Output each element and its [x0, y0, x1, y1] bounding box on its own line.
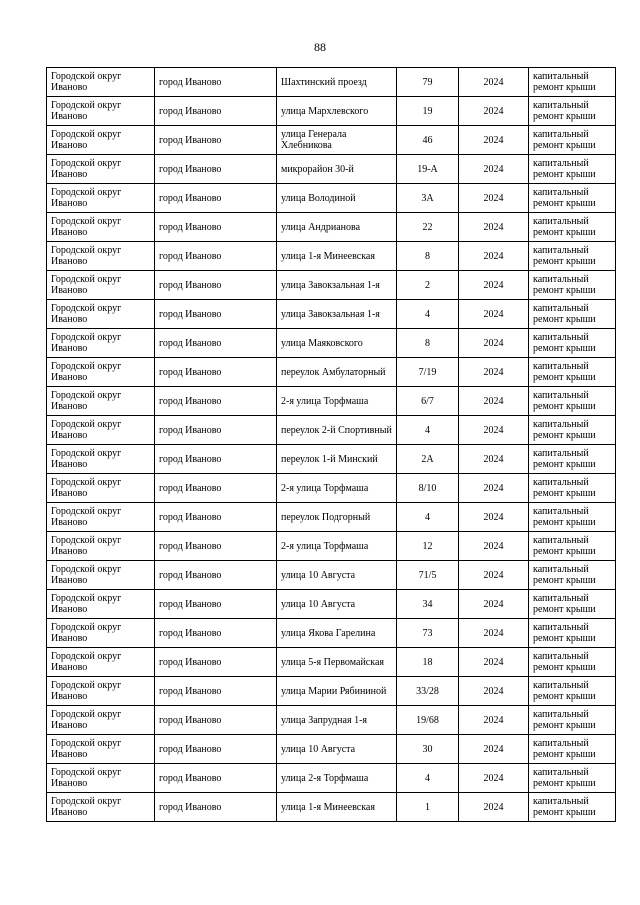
- district-cell: Городской округ Иваново: [47, 97, 155, 126]
- table-row: [47, 561, 616, 590]
- year-cell: 2024: [459, 329, 529, 358]
- table-row: [47, 155, 616, 184]
- year-cell: 2024: [459, 648, 529, 677]
- street-cell: улица Завокзальная 1-я: [277, 271, 397, 300]
- table-row: [47, 590, 616, 619]
- city-cell: город Иваново: [155, 184, 277, 213]
- street-cell: улица Запрудная 1-я: [277, 706, 397, 735]
- street-cell: улица 2-я Торфмаша: [277, 764, 397, 793]
- house-number-cell: 22: [397, 213, 459, 242]
- city-cell: город Иваново: [155, 242, 277, 271]
- district-cell: Городской округ Иваново: [47, 677, 155, 706]
- house-number-cell: 19-А: [397, 155, 459, 184]
- city-cell: город Иваново: [155, 213, 277, 242]
- year-cell: 2024: [459, 793, 529, 822]
- table-row: [47, 387, 616, 416]
- work-type-cell: капитальный ремонт крыши: [529, 184, 616, 213]
- house-number-cell: 34: [397, 590, 459, 619]
- street-cell: улица 1-я Минеевская: [277, 793, 397, 822]
- table-row: [47, 735, 616, 764]
- house-number-cell: 6/7: [397, 387, 459, 416]
- city-cell: город Иваново: [155, 445, 277, 474]
- table-row: [47, 503, 616, 532]
- city-cell: город Иваново: [155, 155, 277, 184]
- city-cell: город Иваново: [155, 764, 277, 793]
- table-row: [47, 416, 616, 445]
- house-number-cell: 71/5: [397, 561, 459, 590]
- house-number-cell: 4: [397, 503, 459, 532]
- work-type-cell: капитальный ремонт крыши: [529, 445, 616, 474]
- house-number-cell: 1: [397, 793, 459, 822]
- table-row: [47, 793, 616, 822]
- table-row: [47, 271, 616, 300]
- district-cell: Городской округ Иваново: [47, 416, 155, 445]
- table-row: [47, 764, 616, 793]
- city-cell: город Иваново: [155, 271, 277, 300]
- year-cell: 2024: [459, 445, 529, 474]
- work-type-cell: капитальный ремонт крыши: [529, 155, 616, 184]
- district-cell: Городской округ Иваново: [47, 126, 155, 155]
- district-cell: Городской округ Иваново: [47, 358, 155, 387]
- table-row: [47, 358, 616, 387]
- district-cell: Городской округ Иваново: [47, 706, 155, 735]
- house-number-cell: 30: [397, 735, 459, 764]
- street-cell: улица Мархлевского: [277, 97, 397, 126]
- work-type-cell: капитальный ремонт крыши: [529, 619, 616, 648]
- year-cell: 2024: [459, 271, 529, 300]
- street-cell: 2-я улица Торфмаша: [277, 532, 397, 561]
- district-cell: Городской округ Иваново: [47, 213, 155, 242]
- year-cell: 2024: [459, 300, 529, 329]
- table-row: [47, 677, 616, 706]
- house-number-cell: 8: [397, 242, 459, 271]
- street-cell: улица Марии Рябининой: [277, 677, 397, 706]
- year-cell: 2024: [459, 68, 529, 97]
- district-cell: Городской округ Иваново: [47, 329, 155, 358]
- house-number-cell: 46: [397, 126, 459, 155]
- year-cell: 2024: [459, 590, 529, 619]
- district-cell: Городской округ Иваново: [47, 648, 155, 677]
- district-cell: Городской округ Иваново: [47, 68, 155, 97]
- city-cell: город Иваново: [155, 126, 277, 155]
- city-cell: город Иваново: [155, 561, 277, 590]
- district-cell: Городской округ Иваново: [47, 532, 155, 561]
- street-cell: улица Володиной: [277, 184, 397, 213]
- street-cell: переулок 2-й Спортивный: [277, 416, 397, 445]
- city-cell: город Иваново: [155, 474, 277, 503]
- work-type-cell: капитальный ремонт крыши: [529, 648, 616, 677]
- house-number-cell: 2А: [397, 445, 459, 474]
- table-row: [47, 532, 616, 561]
- table-row: [47, 619, 616, 648]
- city-cell: город Иваново: [155, 503, 277, 532]
- year-cell: 2024: [459, 213, 529, 242]
- work-type-cell: капитальный ремонт крыши: [529, 764, 616, 793]
- house-number-cell: 12: [397, 532, 459, 561]
- street-cell: микрорайон 30-й: [277, 155, 397, 184]
- district-cell: Городской округ Иваново: [47, 474, 155, 503]
- work-type-cell: капитальный ремонт крыши: [529, 677, 616, 706]
- city-cell: город Иваново: [155, 358, 277, 387]
- table-row: [47, 213, 616, 242]
- district-cell: Городской округ Иваново: [47, 503, 155, 532]
- year-cell: 2024: [459, 619, 529, 648]
- house-number-cell: 8/10: [397, 474, 459, 503]
- house-number-cell: 19/68: [397, 706, 459, 735]
- street-cell: Шахтинский проезд: [277, 68, 397, 97]
- house-number-cell: 79: [397, 68, 459, 97]
- year-cell: 2024: [459, 706, 529, 735]
- district-cell: Городской округ Иваново: [47, 300, 155, 329]
- table-row: [47, 329, 616, 358]
- table-row: [47, 445, 616, 474]
- year-cell: 2024: [459, 387, 529, 416]
- year-cell: 2024: [459, 677, 529, 706]
- work-type-cell: капитальный ремонт крыши: [529, 735, 616, 764]
- house-number-cell: 2: [397, 271, 459, 300]
- work-type-cell: капитальный ремонт крыши: [529, 387, 616, 416]
- year-cell: 2024: [459, 97, 529, 126]
- year-cell: 2024: [459, 416, 529, 445]
- street-cell: переулок Амбулаторный: [277, 358, 397, 387]
- work-type-cell: капитальный ремонт крыши: [529, 242, 616, 271]
- street-cell: 2-я улица Торфмаша: [277, 387, 397, 416]
- work-type-cell: капитальный ремонт крыши: [529, 503, 616, 532]
- table-row: [47, 126, 616, 155]
- city-cell: город Иваново: [155, 416, 277, 445]
- year-cell: 2024: [459, 764, 529, 793]
- year-cell: 2024: [459, 532, 529, 561]
- street-cell: улица Якова Гарелина: [277, 619, 397, 648]
- street-cell: улица 10 Августа: [277, 735, 397, 764]
- city-cell: город Иваново: [155, 590, 277, 619]
- district-cell: Городской округ Иваново: [47, 445, 155, 474]
- house-number-cell: 4: [397, 416, 459, 445]
- work-type-cell: капитальный ремонт крыши: [529, 416, 616, 445]
- table-row: [47, 68, 616, 97]
- street-cell: улица Завокзальная 1-я: [277, 300, 397, 329]
- city-cell: город Иваново: [155, 387, 277, 416]
- work-type-cell: капитальный ремонт крыши: [529, 271, 616, 300]
- city-cell: город Иваново: [155, 793, 277, 822]
- city-cell: город Иваново: [155, 735, 277, 764]
- register-table: [46, 67, 616, 822]
- work-type-cell: капитальный ремонт крыши: [529, 532, 616, 561]
- year-cell: 2024: [459, 184, 529, 213]
- city-cell: город Иваново: [155, 68, 277, 97]
- year-cell: 2024: [459, 561, 529, 590]
- year-cell: 2024: [459, 735, 529, 764]
- street-cell: улица 10 Августа: [277, 561, 397, 590]
- street-cell: улица 5-я Первомайская: [277, 648, 397, 677]
- table-row: [47, 706, 616, 735]
- house-number-cell: 7/19: [397, 358, 459, 387]
- work-type-cell: капитальный ремонт крыши: [529, 561, 616, 590]
- district-cell: Городской округ Иваново: [47, 764, 155, 793]
- year-cell: 2024: [459, 358, 529, 387]
- district-cell: Городской округ Иваново: [47, 590, 155, 619]
- house-number-cell: 18: [397, 648, 459, 677]
- house-number-cell: 3А: [397, 184, 459, 213]
- work-type-cell: капитальный ремонт крыши: [529, 68, 616, 97]
- table-row: [47, 242, 616, 271]
- street-cell: улица Андрианова: [277, 213, 397, 242]
- district-cell: Городской округ Иваново: [47, 619, 155, 648]
- street-cell: улица Генерала Хлебникова: [277, 126, 397, 155]
- city-cell: город Иваново: [155, 300, 277, 329]
- street-cell: переулок 1-й Минский: [277, 445, 397, 474]
- work-type-cell: капитальный ремонт крыши: [529, 358, 616, 387]
- house-number-cell: 33/28: [397, 677, 459, 706]
- city-cell: город Иваново: [155, 648, 277, 677]
- district-cell: Городской округ Иваново: [47, 184, 155, 213]
- page-number: 88: [314, 40, 326, 54]
- district-cell: Городской округ Иваново: [47, 155, 155, 184]
- work-type-cell: капитальный ремонт крыши: [529, 213, 616, 242]
- district-cell: Городской округ Иваново: [47, 561, 155, 590]
- work-type-cell: капитальный ремонт крыши: [529, 706, 616, 735]
- table-row: [47, 97, 616, 126]
- district-cell: Городской округ Иваново: [47, 735, 155, 764]
- city-cell: город Иваново: [155, 706, 277, 735]
- year-cell: 2024: [459, 155, 529, 184]
- house-number-cell: 4: [397, 764, 459, 793]
- work-type-cell: капитальный ремонт крыши: [529, 97, 616, 126]
- year-cell: 2024: [459, 474, 529, 503]
- table-row: [47, 648, 616, 677]
- table-row: [47, 300, 616, 329]
- street-cell: улица Маяковского: [277, 329, 397, 358]
- house-number-cell: 19: [397, 97, 459, 126]
- year-cell: 2024: [459, 503, 529, 532]
- city-cell: город Иваново: [155, 532, 277, 561]
- district-cell: Городской округ Иваново: [47, 793, 155, 822]
- district-cell: Городской округ Иваново: [47, 271, 155, 300]
- district-cell: Городской округ Иваново: [47, 387, 155, 416]
- city-cell: город Иваново: [155, 619, 277, 648]
- work-type-cell: капитальный ремонт крыши: [529, 329, 616, 358]
- house-number-cell: 73: [397, 619, 459, 648]
- table-body: [47, 68, 616, 822]
- city-cell: город Иваново: [155, 677, 277, 706]
- street-cell: улица 1-я Минеевская: [277, 242, 397, 271]
- work-type-cell: капитальный ремонт крыши: [529, 126, 616, 155]
- year-cell: 2024: [459, 126, 529, 155]
- year-cell: 2024: [459, 242, 529, 271]
- district-cell: Городской округ Иваново: [47, 242, 155, 271]
- work-type-cell: капитальный ремонт крыши: [529, 300, 616, 329]
- work-type-cell: капитальный ремонт крыши: [529, 474, 616, 503]
- table-row: [47, 474, 616, 503]
- street-cell: улица 10 Августа: [277, 590, 397, 619]
- city-cell: город Иваново: [155, 329, 277, 358]
- work-type-cell: капитальный ремонт крыши: [529, 793, 616, 822]
- city-cell: город Иваново: [155, 97, 277, 126]
- street-cell: 2-я улица Торфмаша: [277, 474, 397, 503]
- table-row: [47, 184, 616, 213]
- street-cell: переулок Подгорный: [277, 503, 397, 532]
- house-number-cell: 8: [397, 329, 459, 358]
- work-type-cell: капитальный ремонт крыши: [529, 590, 616, 619]
- house-number-cell: 4: [397, 300, 459, 329]
